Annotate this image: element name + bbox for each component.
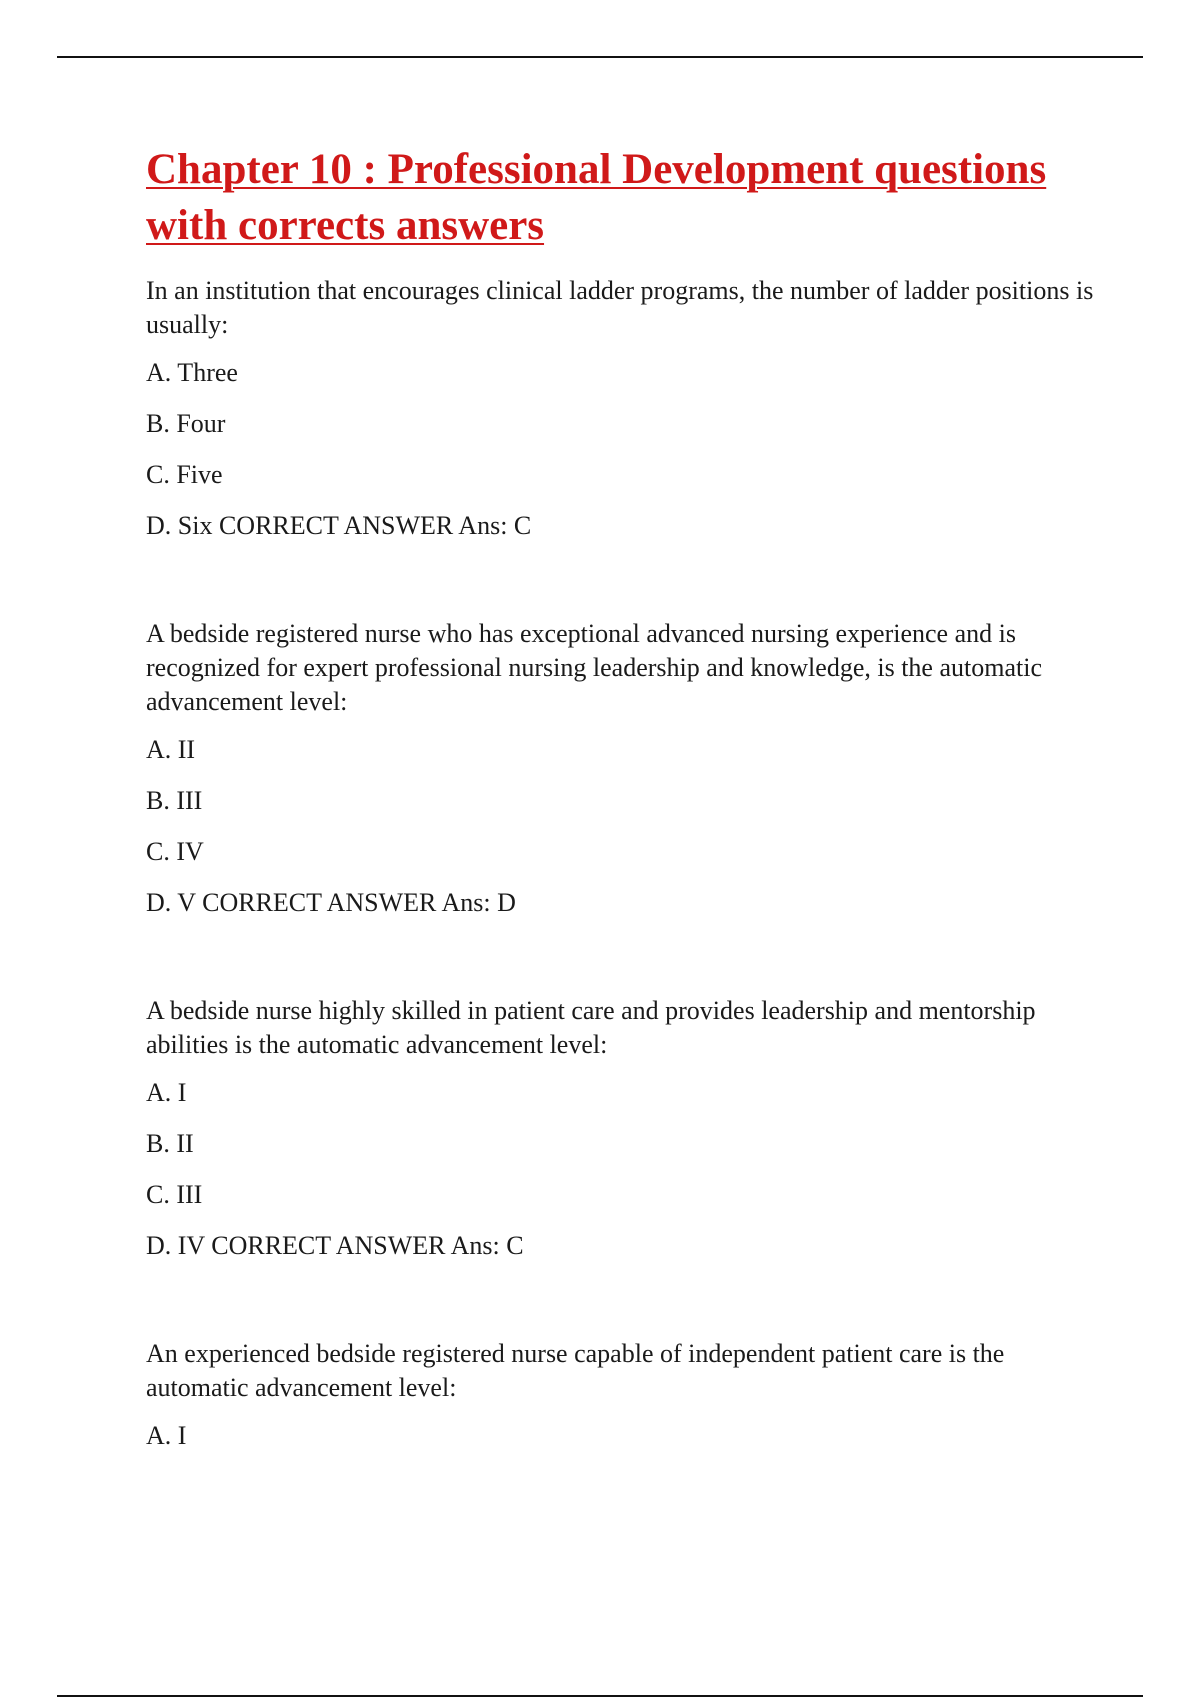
answer-option-c: C. IV <box>146 837 204 866</box>
answer-option-a: A. I <box>146 1078 187 1107</box>
answer-option-b: B. Four <box>146 409 226 438</box>
question-1 <box>146 274 1106 543</box>
question-4 <box>146 1337 1106 1453</box>
question-spacer <box>146 1280 1106 1337</box>
question-stem: A bedside nurse highly skilled in patient care and provides leadership and mentorship abilities is the automatic advancement level: <box>146 996 1036 1059</box>
answer-option-a: A. Three <box>146 358 238 387</box>
document-body <box>146 142 1106 1470</box>
bottom-divider <box>57 1695 1143 1697</box>
answer-option-d-with-answer: D. IV CORRECT ANSWER Ans: C <box>146 1231 524 1260</box>
answer-option-b: B. II <box>146 1129 194 1158</box>
answer-option-b: B. III <box>146 786 203 815</box>
document-title: Chapter 10 : Professional Development questions with corrects answers <box>146 146 1047 249</box>
question-2 <box>146 617 1106 920</box>
answer-option-d-with-answer: D. V CORRECT ANSWER Ans: D <box>146 888 516 917</box>
question-3 <box>146 994 1106 1263</box>
question-spacer <box>146 937 1106 994</box>
question-stem: A bedside registered nurse who has exceptional advanced nursing experience and is recognized for expert professional nursing leadership and knowledge, is the automatic advancement level: <box>146 619 1042 716</box>
answer-option-c: C. III <box>146 1180 203 1209</box>
answer-option-a: A. I <box>146 1421 187 1450</box>
top-divider <box>57 56 1143 58</box>
question-stem: In an institution that encourages clinical ladder programs, the number of ladder positions is usually: <box>146 276 1094 339</box>
answer-option-d-with-answer: D. Six CORRECT ANSWER Ans: C <box>146 511 532 540</box>
answer-option-c: C. Five <box>146 460 223 489</box>
question-spacer <box>146 560 1106 617</box>
question-stem: An experienced bedside registered nurse capable of independent patient care is the automatic advancement level: <box>146 1339 1005 1402</box>
answer-option-a: A. II <box>146 735 196 764</box>
